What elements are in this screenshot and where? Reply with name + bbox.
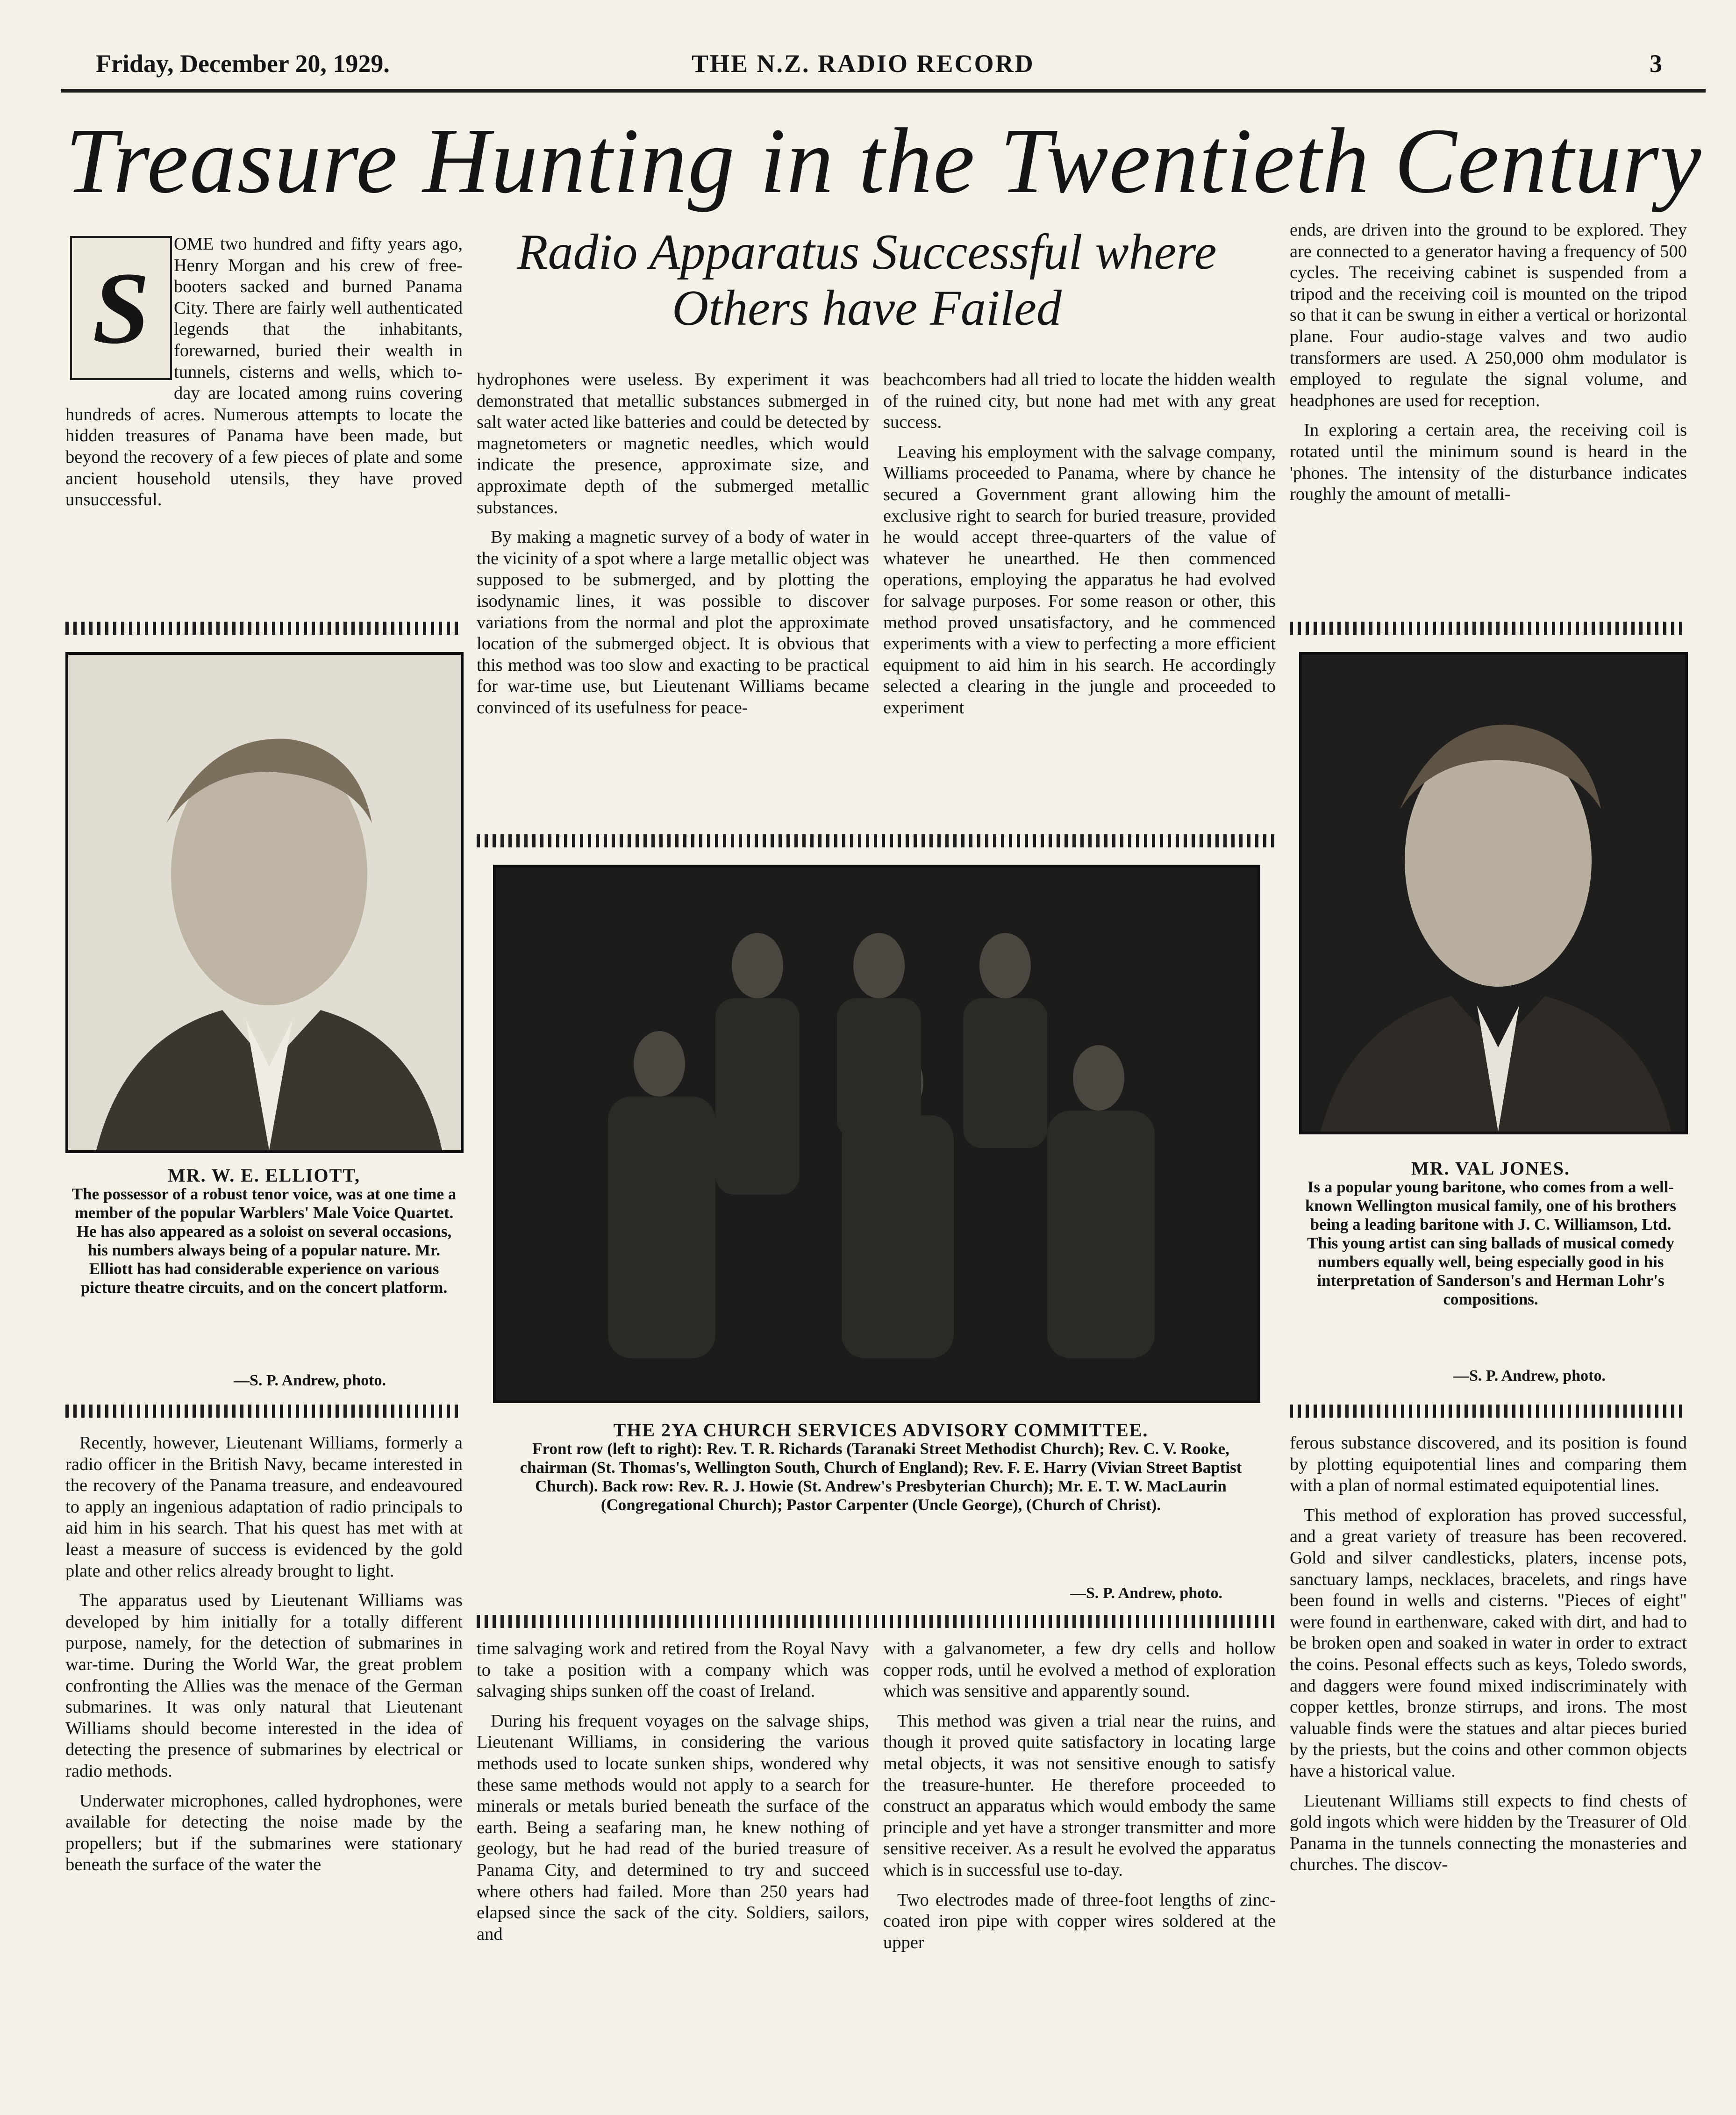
paragraph: In exploring a certain area, the receiving coil is rotated until the minimum sound is heard in the 'phones. The intensity of the disturbance indicates roughly the amount of metalli- (1290, 420, 1687, 504)
jones-caption (1299, 1159, 1682, 1309)
paragraph: beachcombers had all tried to locate the hidden wealth of the ruined city, but none had met with any great success. (883, 370, 1276, 432)
jones-caption-text: Is a popular young baritone, who comes from a well-known Wellington musical family, one of his brothers being a leading baritone with J. C. Williamson, Ltd. This young artist can sing ballads of musical comedy numbers equally well, being especially good in his interpretation of Sanderson's and Herman Lohr's compositions. (1305, 1178, 1677, 1308)
intro-column (65, 234, 463, 622)
paragraph: hydrophones were useless. By experiment it was demonstrated that metallic substances submerged in salt water acted like batteries and could be detected by magnetometers or magnetic needles, which would indicate the presence, approximate size, and approximate depth of the submerged metallic substances. (477, 370, 869, 517)
column-divider (477, 1615, 1276, 1628)
column-divider (1290, 1405, 1687, 1418)
elliott-credit: —S. P. Andrew, photo. (234, 1372, 386, 1389)
paragraph: ferous substance discovered, and its position is found by plotting equipotential lines and comparing them with a plan of normal estimated equipotential lines. (1290, 1433, 1687, 1496)
header-rule (61, 89, 1706, 93)
column-divider (65, 1405, 463, 1418)
column-2-lower (477, 1638, 869, 2106)
elliott-photo (65, 652, 464, 1153)
paragraph: This method was given a trial near the ruins, and though it proved quite satisfactory in locating large metal objects, it was not sensitive enough to satisfy the treasure-hunter. He therefore proceeded to construct an apparatus which would embody the same principle and yet have a stronger transmitter and more sensitive receiver. As a result he evolved the apparatus which is in successful use to-day. (883, 1711, 1276, 1880)
committee-caption-text: Front row (left to right): Rev. T. R. Richards (Taranaki Street Methodist Church); Rev. C. V. Rooke, chairman (St. Thomas's, Wellington South, Church of England); Rev. F. E. Harry (Vivian Street Baptist Church). Back row: Rev. R. J. Howie (St. Andrew's Presbyterian Church); Mr. E. T. W. MacLaurin (Congregational Church); Pastor Carpenter (Uncle George), (Church of Christ). (520, 1440, 1242, 1514)
column-4-upper (1290, 220, 1687, 622)
dropcap-spacer (65, 234, 174, 383)
page-number: 3 (1650, 50, 1662, 78)
paragraph: By making a magnetic survey of a body of water in the vicinity of a spot where a large metallic object was supposed to be submerged, and by plotting the isodynamic lines, it was possible to discover variations from the normal and plot the approximate location of the submerged object. It is obvious that this method was too slow and exacting to be practical for war-time use, but Lieutenant Williams became convinced of its usefulness for peace- (477, 527, 869, 717)
committee-title: THE 2YA CHURCH SERVICES ADVISORY COMMITTEE. (613, 1421, 1149, 1441)
issue-date: Friday, December 20, 1929. (96, 50, 390, 78)
elliott-caption (70, 1166, 458, 1297)
paragraph: During his frequent voyages on the salvage ships, Lieutenant Williams, in considering the various methods used to locate sunken ships, wondered why these same methods would not apply to a search for minerals or metals buried beneath the surface of the earth. Being a seafaring man, he knew nothing of geology, but he had read of the buried treasure of Panama City, and determined to try and succeed where others had failed. More than 250 years had elapsed since the sack of the city. Soldiers, sailors, and (477, 1711, 869, 1944)
paragraph: time salvaging work and retired from the Royal Navy to take a position with a company which was salvaging ships sunken off the coast of Ireland. (477, 1639, 869, 1701)
headline: Treasure Hunting in the Twentieth Century (65, 109, 1702, 213)
paragraph: Leaving his employment with the salvage company, Williams proceeded to Panama, where by chance he secured a Government grant allowing him the exclusive right to search for buried treasure, provided he would accept three-quarters of the value of whatever he unearthed. He then commenced operations, employing the apparatus he had evolved for salvage purposes. For some reason or other, this method proved unsatisfactory, and he commenced experiments with a view to perfecting a more efficient equipment to aid him in his search. He accordingly selected a clearing in the jungle and proceeded to experiment (883, 442, 1276, 717)
masthead: THE N.Z. RADIO RECORD (692, 50, 1035, 78)
paragraph: Two electrodes made of three-foot lengths of zinc-coated iron pipe with copper wires soldered at the upper (883, 1890, 1276, 1952)
drop-cap: S (70, 236, 172, 380)
committee-credit: —S. P. Andrew, photo. (1070, 1584, 1222, 1602)
portrait-illustration (68, 655, 461, 1150)
deck (477, 224, 1257, 337)
jones-name: MR. VAL JONES. (1411, 1159, 1570, 1179)
paragraph: Underwater microphones, called hydrophones, were available for detecting the noise made by the propellers; but if the submarines were stationary beneath the surface of the water the (65, 1791, 463, 1875)
paragraph: Recently, however, Lieutenant Williams, formerly a radio officer in the British Navy, became interested in the recovery of the Panama treasure, and endeavoured to apply an ingenious adaptation of radio principals to aid him in his search. That his quest has met with at least a measure of success is evidenced by the gold plate and other relics already brought to light. (65, 1433, 463, 1581)
paragraph: This method of exploration has proved successful, and a great variety of treasure has been recovered. Gold and silver candlesticks, platers, incense pots, sanctuary lamps, necklaces, bracelets, and rings have been found in wells and cisterns. "Pieces of eight" were found in earthenware, caked with dirt, and had to be broken open and soaked in water in order to extract the coins. Pesonal effects such as keys, Toledo swords, and daggers were found mixed indiscriminately with copper kettles, bronze stirrups, and irons. The most valuable finds were the statues and altar pieces buried by the priests, but the coins and other common objects have a historical value. (1290, 1505, 1687, 1781)
jones-credit: —S. P. Andrew, photo. (1453, 1367, 1606, 1384)
column-1-lower (65, 1433, 463, 2106)
elliott-name: MR. W. E. ELLIOTT, (167, 1166, 361, 1186)
group-photo-illustration (496, 868, 1257, 1400)
paragraph: with a galvanometer, a few dry cells and hollow copper rods, until he evolved a method of exploration which was sensitive and apparently sound. (883, 1639, 1276, 1701)
column-divider (1290, 622, 1687, 635)
column-divider (477, 834, 1276, 847)
portrait-illustration (1302, 655, 1685, 1132)
paragraph: The apparatus used by Lieutenant Williams was developed by him initially for a totally different purpose, namely, for the detection of submarines in war-time. During the World War, the great problem confronting the Allies was the menace of the German submarines. It was only natural that Lieutenant Williams should become interested in the idea of detecting the presence of submarines by electrical or radio methods. (65, 1591, 463, 1781)
jones-photo (1299, 652, 1688, 1134)
column-4-lower (1290, 1433, 1687, 2106)
deck-line-1: Radio Apparatus Successful where (517, 224, 1217, 280)
committee-photo (493, 865, 1260, 1403)
column-2-upper (477, 369, 869, 818)
paragraph: Lieutenant Williams still expects to find chests of gold ingots which were hidden by the Treasurer of Old Panama in the tunnels connecting the monasteries and churches. The discov- (1290, 1791, 1687, 1875)
elliott-caption-text: The possessor of a robust tenor voice, was at one time a member of the popular Warblers' Male Voice Quartet. He has also appeared as a soloist on several occasions, his numbers always being of a popular nature. Mr. Elliott has had considerable experience on various picture theatre circuits, and on the concert platform. (71, 1185, 457, 1297)
column-3-upper (883, 369, 1276, 818)
paragraph: ends, are driven into the ground to be explored. They are connected to a generator having a frequency of 500 cycles. The receiving cabinet is suspended from a tripod and the receiving coil is mounted on the tripod so that it can be swung in either a vertical or horizontal plane. Four audio-stage valves and two audio transformers are used. A 250,000 ohm modulator is employed to regulate the signal volume, and headphones are used for reception. (1290, 220, 1687, 410)
column-3-lower (883, 1638, 1276, 2106)
intro-text: OME two hundred and fifty years ago, Henry Morgan and his crew of free-booters sacked and burned Panama City. There are fairly well authenticated legends that the inhabitants, forewarned, buried their wealth in tunnels, cisterns and wells, which to-day are located among ruins covering hundreds of acres. Numerous attempts to locate the hidden treasures of Panama have been made, but beyond the recovery of a few pieces of plate and some ancient household utensils, they have proved unsuccessful. (65, 234, 463, 510)
column-divider (65, 622, 463, 635)
deck-line-2: Others have Failed (672, 280, 1062, 336)
committee-caption (505, 1421, 1257, 1514)
